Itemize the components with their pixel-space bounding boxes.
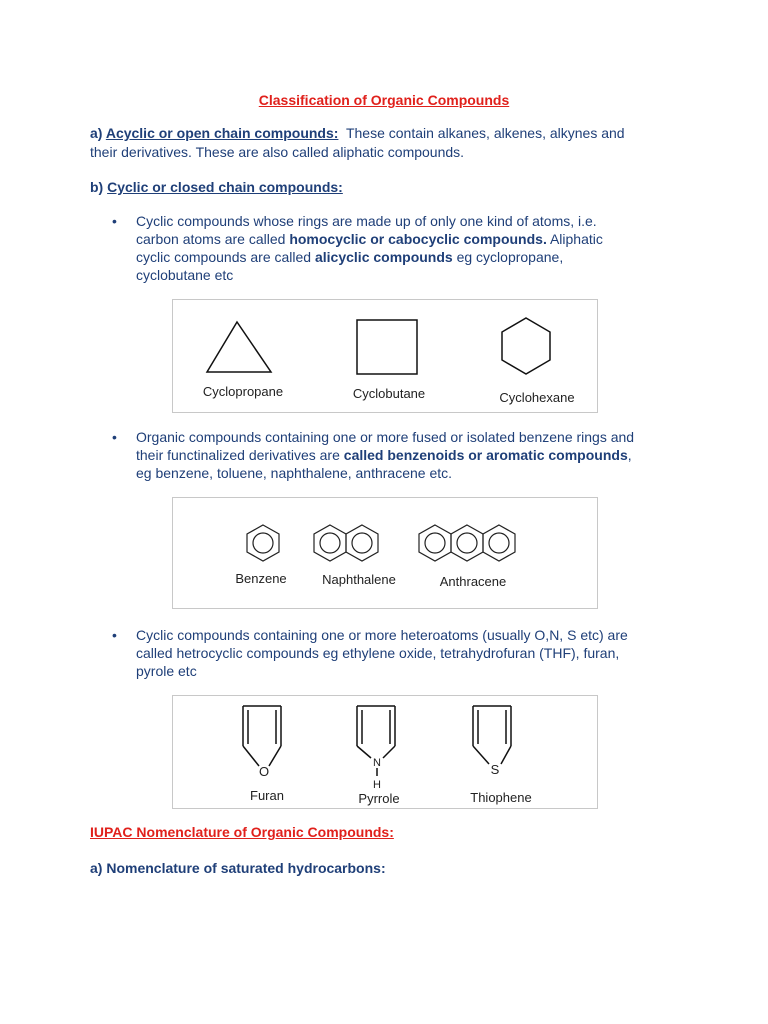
label-cyclobutane: Cyclobutane — [352, 386, 426, 401]
figure-heterocyclic — [172, 695, 598, 809]
label-benzene: Benzene — [235, 571, 287, 586]
cyclopropane-ring — [207, 322, 271, 372]
anthracene-rings — [419, 525, 515, 561]
cyclohexane-ring — [502, 318, 550, 374]
bullet3-line3: pyrole etc — [136, 663, 197, 679]
label-thiophene: Thiophene — [470, 790, 532, 805]
atom-h: H — [373, 779, 381, 791]
label-anthracene: Anthracene — [439, 574, 507, 589]
furan-ring — [243, 706, 281, 766]
figure-aromatic — [172, 497, 598, 609]
bullet1-bold2: alicyclic compounds — [314, 249, 453, 265]
section-b-prefix: b) — [90, 179, 108, 195]
bullet1-line3: cyclic compounds are called — [136, 249, 315, 265]
aromatic-diagram — [173, 498, 597, 608]
bullet1-line4: cyclobutane etc — [136, 267, 234, 283]
bullet2-line2: their functinalized derivatives are — [136, 447, 344, 463]
bullet-dot: • — [112, 627, 117, 643]
bullet1-line1: Cyclic compounds whose rings are made up of only one kind of atoms, i.e. — [136, 213, 597, 229]
section-a-heading: Acyclic or open chain compounds: — [105, 125, 339, 141]
bullet-dot: • — [112, 213, 117, 229]
bullet3-line2: called hetrocyclic compounds eg ethylene oxide, tetrahydrofuran (THF), furan, — [136, 645, 620, 661]
iupac-heading: IUPAC Nomenclature of Organic Compounds: — [90, 824, 394, 840]
heterocyclic-diagram — [173, 696, 597, 808]
page-title: Classification of Organic Compounds — [258, 92, 510, 108]
section-a-text-1: These contain alkanes, alkenes, alkynes and — [338, 125, 625, 141]
bullet3-line1: Cyclic compounds containing one or more heteroatoms (usually O,N, S etc) are — [136, 627, 628, 643]
atom-s: S — [490, 762, 500, 777]
bullet1-line2: carbon atoms are called — [136, 231, 290, 247]
label-cyclohexane: Cyclohexane — [499, 390, 575, 405]
bullet2-comma: , — [627, 447, 632, 463]
bullet-aromatic — [112, 428, 692, 484]
nomenclature-heading: a) Nomenclature of saturated hydrocarbons: — [90, 860, 386, 876]
alicyclic-diagram — [173, 300, 597, 412]
section-a-prefix: a) — [90, 125, 106, 141]
label-furan: Furan — [250, 788, 284, 803]
section-b-heading: Cyclic or closed chain compounds: — [107, 179, 343, 195]
section-b-heading-line — [90, 178, 690, 197]
cyclobutane-ring — [357, 320, 417, 374]
benzene-ring — [247, 525, 279, 561]
bullet1-line2b: Aliphatic — [546, 231, 603, 247]
naphthalene-rings — [314, 525, 378, 561]
atom-n: N — [373, 757, 381, 769]
label-cyclopropane: Cyclopropane — [202, 384, 284, 399]
bullet2-bold: called benzenoids or aromatic compounds — [343, 447, 628, 463]
label-pyrrole: Pyrrole — [358, 791, 400, 806]
section-a-paragraph — [90, 124, 690, 162]
section-a-text-2: their derivatives. These are also called aliphatic compounds. — [90, 144, 465, 160]
bullet-homocyclic — [112, 212, 692, 286]
bullet-heterocyclic — [112, 626, 692, 682]
label-naphthalene: Naphthalene — [322, 572, 396, 587]
bullet2-line3: eg benzene, toluene, naphthalene, anthracene etc. — [136, 465, 453, 481]
bullet1-line3b: eg cyclopropane, — [452, 249, 564, 265]
bullet-dot: • — [112, 429, 117, 445]
bullet1-bold1: homocyclic or cabocyclic compounds. — [289, 231, 547, 247]
figure-alicyclic — [172, 299, 598, 413]
bullet2-line1: Organic compounds containing one or more fused or isolated benzene rings and — [136, 429, 635, 445]
atom-o: O — [258, 764, 270, 779]
thiophene-ring — [473, 706, 511, 764]
